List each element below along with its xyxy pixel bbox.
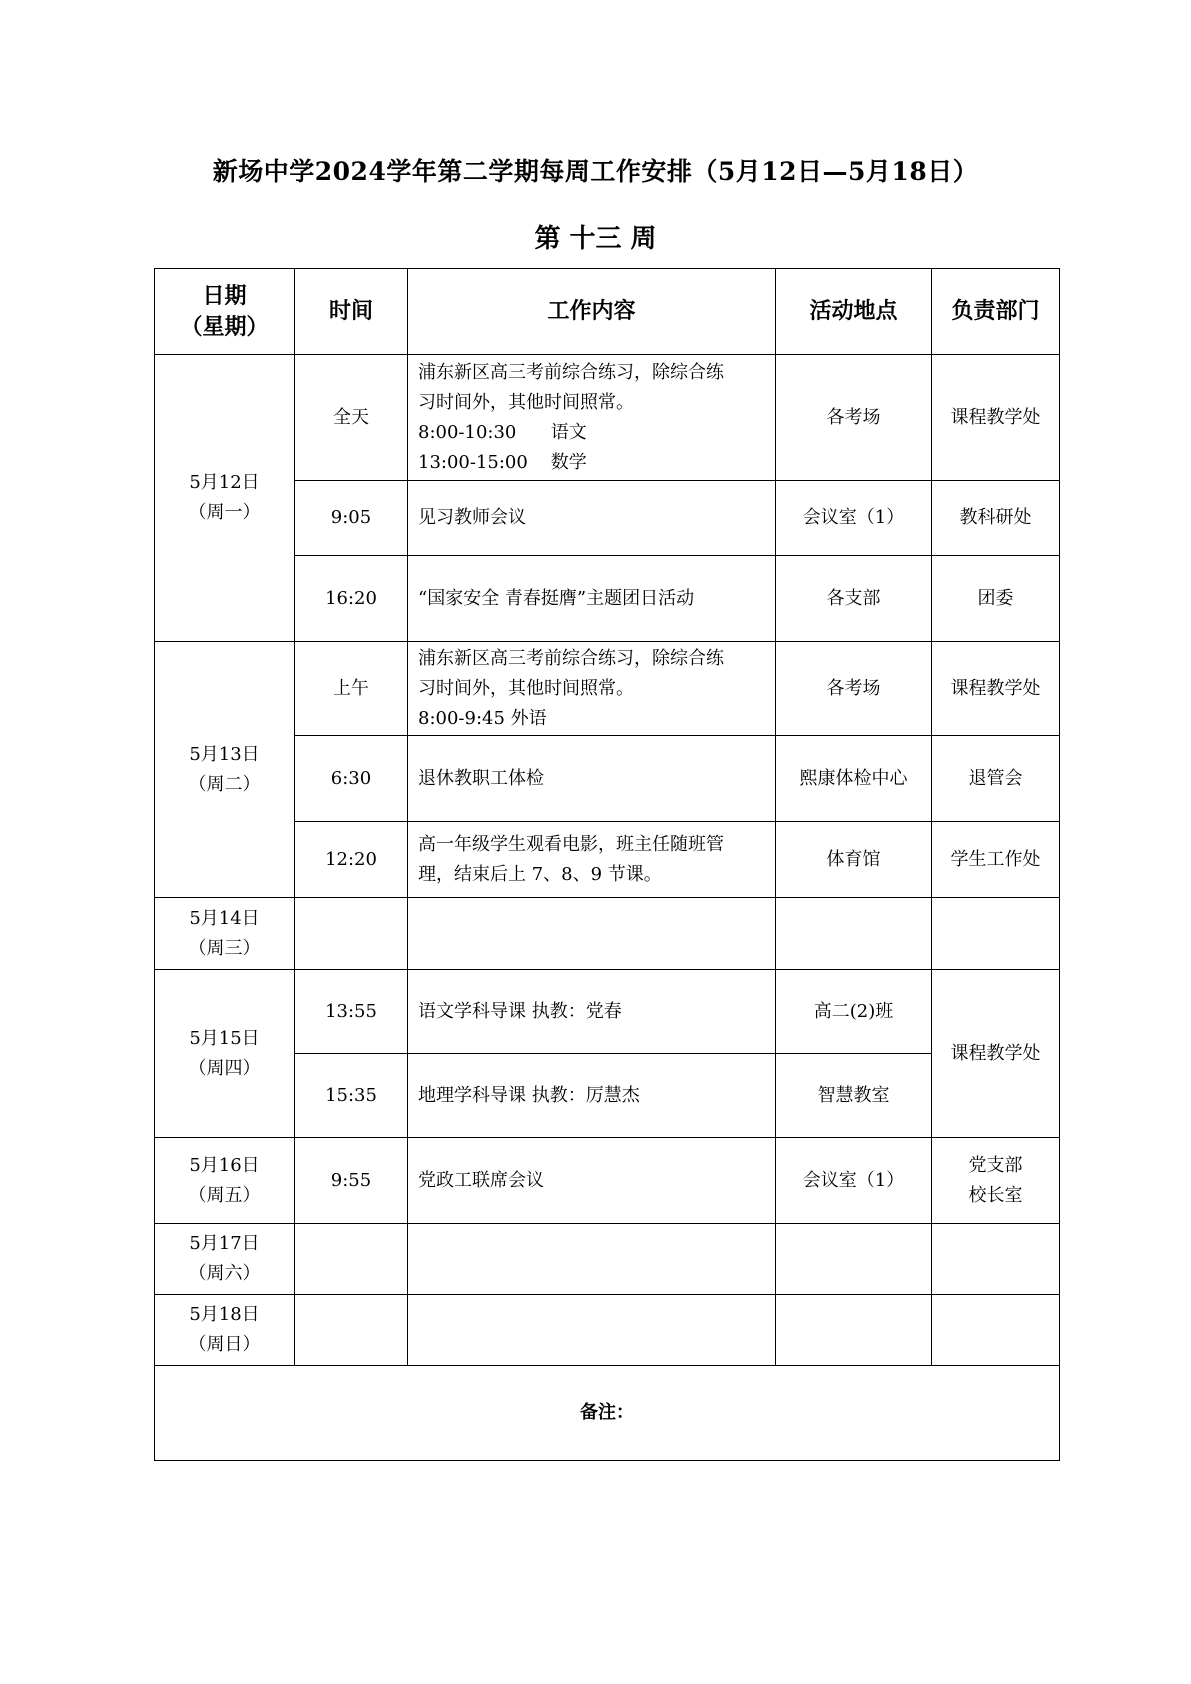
document-title: 新场中学2024学年第二学期每周工作安排（5月12日—5月18日） bbox=[212, 157, 979, 186]
department-cell: 课程教学处 bbox=[932, 970, 1060, 1138]
date-cell bbox=[155, 898, 295, 970]
header-time: 时间 bbox=[295, 269, 408, 355]
weekday-text: （周六） bbox=[188, 1263, 261, 1284]
location-cell: 各考场 bbox=[776, 355, 932, 481]
date-cell bbox=[155, 642, 295, 898]
table-row bbox=[155, 642, 1060, 736]
date-text: 5月15日 bbox=[189, 1027, 260, 1049]
department-cell: 课程教学处 bbox=[932, 355, 1060, 481]
header-location: 活动地点 bbox=[776, 269, 932, 355]
content-cell bbox=[408, 1054, 776, 1138]
department-cell: 学生工作处 bbox=[932, 822, 1060, 898]
date-cell bbox=[155, 1295, 295, 1366]
location-cell: 各考场 bbox=[776, 642, 932, 736]
weekday-text: （周二） bbox=[188, 773, 261, 795]
time-cell: 15:35 bbox=[295, 1054, 408, 1138]
header-weekday-label: （星期） bbox=[180, 313, 269, 340]
time-cell: 12:20 bbox=[295, 822, 408, 898]
notes-row bbox=[155, 1366, 1060, 1461]
content-cell bbox=[408, 481, 776, 556]
weekday-text: （周三） bbox=[188, 937, 261, 959]
weekday-text: （周五） bbox=[188, 1184, 261, 1206]
content-line: 8:00-9:45 外语 bbox=[418, 707, 547, 729]
notes-cell bbox=[155, 1366, 1060, 1461]
schedule-table bbox=[154, 268, 1060, 1461]
content-line: 8:00-10:30 语文 bbox=[418, 421, 587, 443]
content-line: 高一年级学生观看电影，班主任随班管 bbox=[418, 833, 724, 855]
department-cell bbox=[932, 1138, 1060, 1224]
date-text: 5月16日 bbox=[189, 1154, 260, 1176]
date-text: 5月14日 bbox=[189, 907, 260, 929]
header-row bbox=[155, 269, 1060, 355]
department-line: 校长室 bbox=[968, 1184, 1023, 1206]
time-cell bbox=[295, 1295, 408, 1366]
header-department: 负责部门 bbox=[932, 269, 1060, 355]
date-text: 5月17日 bbox=[189, 1233, 260, 1254]
content-cell bbox=[408, 898, 776, 970]
time-cell: 9:55 bbox=[295, 1138, 408, 1224]
location-cell bbox=[776, 1295, 932, 1366]
header-date-label: 日期 bbox=[202, 282, 247, 309]
date-text: 5月13日 bbox=[189, 743, 260, 765]
time-cell: 上午 bbox=[295, 642, 408, 736]
location-cell: 智慧教室 bbox=[776, 1054, 932, 1138]
table-row bbox=[155, 970, 1060, 1054]
content-cell bbox=[408, 1295, 776, 1366]
time-cell: 9:05 bbox=[295, 481, 408, 556]
header-date bbox=[155, 269, 295, 355]
time-cell bbox=[295, 1224, 408, 1295]
content-cell bbox=[408, 822, 776, 898]
content-cell bbox=[408, 642, 776, 736]
date-text: 5月18日 bbox=[189, 1304, 260, 1325]
time-cell: 13:55 bbox=[295, 970, 408, 1054]
table-row bbox=[155, 1295, 1060, 1366]
content-line: 地理学科导课 执教：厉慧杰 bbox=[418, 1084, 640, 1106]
content-line: 浦东新区高三考前综合练习，除综合练 bbox=[418, 361, 724, 383]
weekday-text: （周一） bbox=[188, 502, 261, 523]
content-line: 习时间外，其他时间照常。 bbox=[418, 391, 634, 413]
date-cell bbox=[155, 355, 295, 642]
location-cell: 熙康体检中心 bbox=[776, 736, 932, 822]
content-line: 13:00-15:00 数学 bbox=[418, 451, 587, 473]
content-cell bbox=[408, 1224, 776, 1295]
table-row bbox=[155, 898, 1060, 970]
department-line: 党支部 bbox=[968, 1154, 1023, 1176]
time-cell bbox=[295, 898, 408, 970]
time-cell: 全天 bbox=[295, 355, 408, 481]
location-cell: 体育馆 bbox=[776, 822, 932, 898]
weekday-text: （周日） bbox=[188, 1334, 261, 1355]
content-line: “国家安全 青春挺膺”主题团日活动 bbox=[418, 587, 695, 609]
content-line: 语文学科导课 执教：党春 bbox=[418, 1000, 622, 1022]
location-cell bbox=[776, 1224, 932, 1295]
department-cell: 课程教学处 bbox=[932, 642, 1060, 736]
department-cell bbox=[932, 1295, 1060, 1366]
location-cell: 高二(2)班 bbox=[776, 970, 932, 1054]
time-cell: 6:30 bbox=[295, 736, 408, 822]
department-cell: 退管会 bbox=[932, 736, 1060, 822]
department-cell: 团委 bbox=[932, 556, 1060, 642]
date-cell bbox=[155, 1138, 295, 1224]
content-cell bbox=[408, 970, 776, 1054]
weekday-text: （周四） bbox=[188, 1057, 261, 1079]
content-line: 党政工联席会议 bbox=[418, 1169, 544, 1191]
content-cell bbox=[408, 556, 776, 642]
content-line: 习时间外，其他时间照常。 bbox=[418, 677, 634, 699]
date-text: 5月12日 bbox=[189, 472, 260, 493]
location-cell bbox=[776, 898, 932, 970]
notes-label: 备注： bbox=[580, 1402, 634, 1423]
content-cell bbox=[408, 736, 776, 822]
week-number: 第 十三 周 bbox=[534, 224, 657, 254]
location-cell: 各支部 bbox=[776, 556, 932, 642]
location-cell: 会议室（1） bbox=[776, 481, 932, 556]
table-row bbox=[155, 1138, 1060, 1224]
content-line: 退休教职工体检 bbox=[418, 767, 544, 789]
location-cell: 会议室（1） bbox=[776, 1138, 932, 1224]
department-cell bbox=[932, 898, 1060, 970]
content-line: 浦东新区高三考前综合练习，除综合练 bbox=[418, 647, 724, 669]
content-cell bbox=[408, 355, 776, 481]
time-cell: 16:20 bbox=[295, 556, 408, 642]
date-cell bbox=[155, 1224, 295, 1295]
content-line: 理，结束后上 7、8、9 节课。 bbox=[418, 863, 662, 885]
header-content: 工作内容 bbox=[408, 269, 776, 355]
department-cell bbox=[932, 1224, 1060, 1295]
content-line: 见习教师会议 bbox=[418, 507, 526, 528]
date-cell bbox=[155, 970, 295, 1138]
table-row bbox=[155, 355, 1060, 481]
department-cell: 教科研处 bbox=[932, 481, 1060, 556]
table-row bbox=[155, 1224, 1060, 1295]
content-cell bbox=[408, 1138, 776, 1224]
